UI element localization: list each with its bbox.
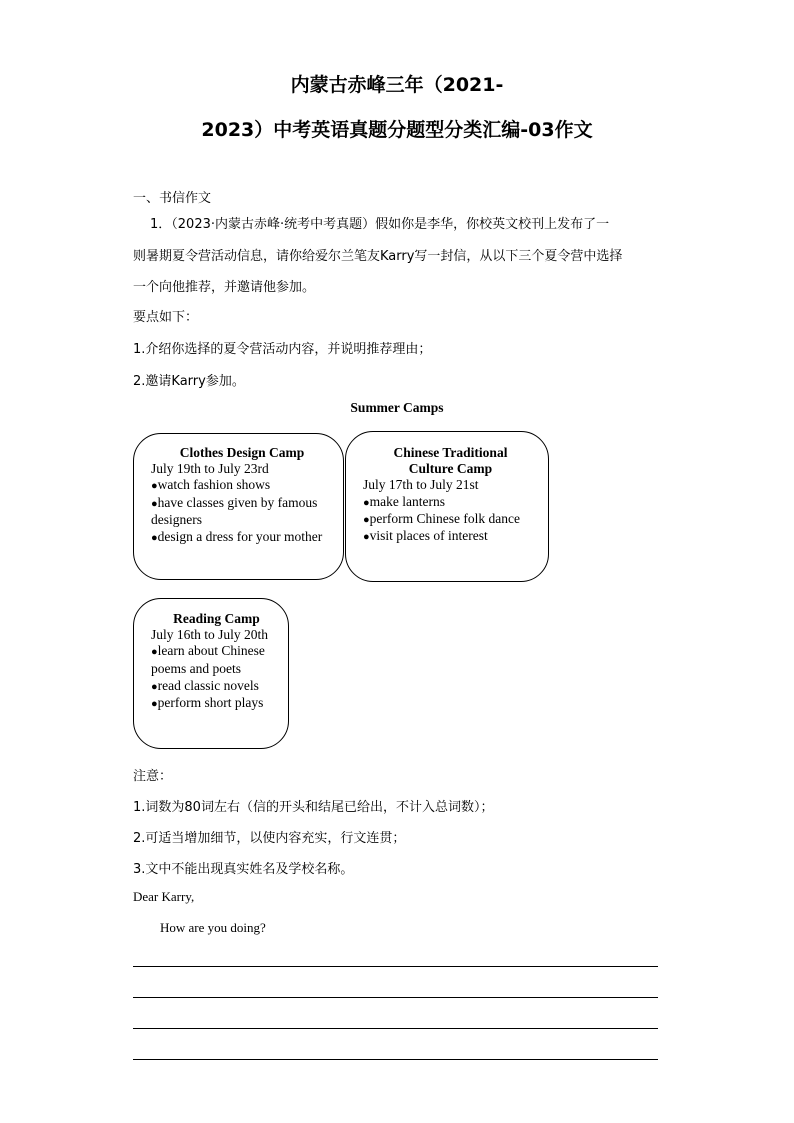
chinese-traditional-culture-camp-box	[345, 431, 549, 582]
camp-activities	[363, 494, 538, 546]
camp-name: Reading Camp	[173, 611, 260, 626]
note-item-2: 2.可适当增加细节，以使内容充实，行文连贯；	[133, 831, 406, 846]
list-item-continuation: designers	[151, 511, 202, 527]
note-item-3: 3.文中不能出现真实姓名及学校名称。	[133, 862, 354, 877]
clothes-design-camp-box	[133, 433, 344, 580]
camp-activities	[151, 643, 282, 712]
point-item-2: 2.邀请Karry参加。	[133, 374, 245, 389]
letter-salutation: Dear Karry,	[133, 889, 195, 904]
list-item: ● make lanterns	[363, 494, 538, 511]
camp-name-line2: Culture Camp	[408, 461, 493, 477]
list-item: ● perform short plays	[151, 695, 282, 712]
list-item-continuation: poems and poets	[151, 660, 241, 676]
notes-heading: 注意：	[133, 769, 173, 784]
question-line-3: 一个向他推荐，并邀请他参加。	[133, 280, 316, 295]
camp-name: Clothes Design Camp	[179, 445, 305, 460]
camp-dates: July 17th to July 21st	[363, 477, 479, 493]
question-line-1: 1．（2023·内蒙古赤峰·统考中考真题）假如你是李华，你校英文校刊上发布了一	[150, 217, 610, 232]
document-title-line1: 内蒙古赤峰三年（2021-	[290, 74, 504, 96]
list-item: ● learn about Chinese	[151, 643, 282, 660]
camp-activities	[151, 477, 333, 546]
section-heading: 一、书信作文	[133, 191, 212, 206]
document-title-line2: 2023）中考英语真题分题型分类汇编-03作文	[201, 119, 593, 141]
question-line-2: 则暑期夏令营活动信息，请你给爱尔兰笔友Karry写一封信，从以下三个夏令营中选择	[133, 249, 623, 264]
summer-camps-caption: Summer Camps	[350, 400, 444, 415]
answer-line	[133, 997, 658, 998]
list-item: ● have classes given by famous	[151, 495, 333, 512]
answer-line	[133, 1028, 658, 1029]
points-heading: 要点如下：	[133, 310, 199, 325]
list-item: ● read classic novels	[151, 678, 282, 695]
camp-dates: July 19th to July 23rd	[151, 461, 269, 477]
camp-name-line1: Chinese Traditional	[393, 445, 508, 460]
list-item: ● perform Chinese folk dance	[363, 511, 538, 528]
answer-line	[133, 966, 658, 967]
list-item: ● visit places of interest	[363, 528, 538, 545]
answer-line	[133, 1059, 658, 1060]
point-item-1: 1.介绍你选择的夏令营活动内容，并说明推荐理由；	[133, 342, 432, 357]
camp-dates: July 16th to July 20th	[151, 627, 269, 643]
list-item: ● design a dress for your mother	[151, 529, 333, 546]
reading-camp-box	[133, 598, 289, 749]
list-item: ● watch fashion shows	[151, 477, 333, 494]
note-item-1: 1.词数为80词左右（信的开头和结尾已给出，不计入总词数）；	[133, 800, 494, 815]
letter-opening: How are you doing?	[160, 920, 266, 935]
